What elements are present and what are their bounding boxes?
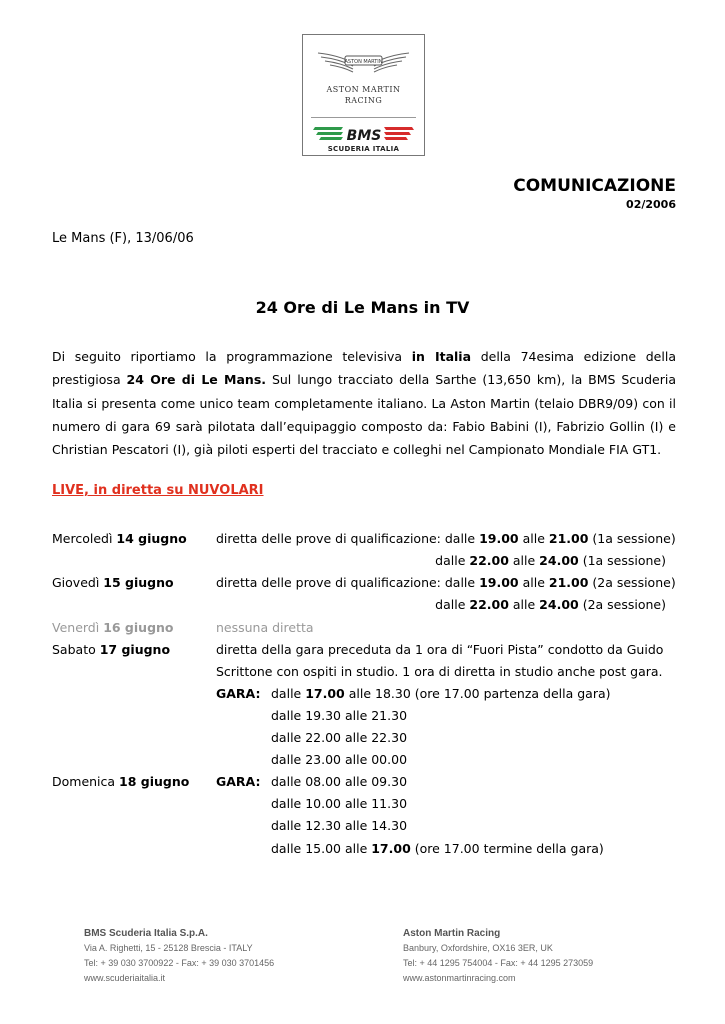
schedule-sun-gara-1: dalle 08.00 alle 09.30 [271,774,408,789]
text: (ore 17.00 termine della gara) [410,841,604,856]
day-date: 16 giugno [103,620,174,635]
footer-left-address: Via A. Righetti, 15 - 25128 Brescia - ITALY [84,943,253,953]
day-date: 17 giugno [99,642,171,657]
schedule-day-saturday [52,639,170,661]
day-name: Mercoledì [52,531,117,546]
schedule-day-sunday [52,771,189,793]
text: dalle [435,553,470,568]
aston-martin-wings-icon [303,43,424,88]
schedule-sat-line1: diretta della gara preceduta da 1 ora di “Fuori Pista” condotto da Guido [216,642,664,657]
scuderia-italia-text: SCUDERIA ITALIA [327,145,400,153]
text: (2a sessione) [588,575,676,590]
schedule-sat-gara-label [216,683,260,705]
text: dalle 15.00 alle [271,841,372,856]
time: 21.00 [548,575,589,590]
time: 24.00 [539,597,579,612]
text: alle [508,553,540,568]
bms-mark: BMS [346,128,382,144]
racing-text: RACING [344,96,383,105]
gara-label: GARA: [216,686,261,701]
text: (1a sessione) [578,553,666,568]
text: alle [508,597,540,612]
footer-right-company: Aston Martin Racing [403,928,501,939]
schedule-thu-line1 [216,572,676,594]
time: 17.00 [371,841,411,856]
live-heading: LIVE, in diretta su NUVOLARI [52,483,264,498]
schedule-wed-line1 [216,528,676,550]
text: dalle [271,686,306,701]
footer-right-address: Banbury, Oxfordshire, OX16 3ER, UK [403,943,553,953]
footer-left-phone: Tel: + 39 030 3700922 - Fax: + 39 030 3701456 [84,958,275,968]
footer-left [84,926,274,986]
schedule-thu-line2 [435,594,666,616]
schedule-sat-gara-1 [271,683,611,705]
schedule-sat-gara-4: dalle 23.00 alle 00.00 [271,752,408,767]
footer-right-phone: Tel: + 44 1295 754004 - Fax: + 44 1295 273059 [403,958,594,968]
time: 19.00 [479,531,519,546]
day-name: Domenica [52,774,120,789]
document-number: 02/2006 [626,198,676,211]
gara-label: GARA: [216,774,261,789]
schedule-fri-desc: nessuna diretta [216,620,314,635]
day-name: Sabato [52,642,100,657]
bms-logo-icon [303,123,424,145]
time: 22.00 [469,597,509,612]
text: (2a sessione) [578,597,666,612]
schedule-sun-gara-3: dalle 12.30 alle 14.30 [271,818,408,833]
schedule-day-friday [52,617,174,639]
schedule-sat-gara-2: dalle 19.30 alle 21.30 [271,708,408,723]
schedule-day-thursday [52,572,174,594]
document-type-title: COMUNICAZIONE [513,176,676,196]
intro-paragraph [52,345,676,461]
time: 21.00 [548,531,589,546]
day-date: 18 giugno [119,774,190,789]
day-name: Venerdì [52,620,104,635]
schedule-day-wednesday [52,528,187,550]
schedule-sun-gara-label [216,771,260,793]
wings-badge-text: ASTON MARTIN [344,59,383,65]
day-name: Giovedì [52,575,104,590]
text: alle [518,575,549,590]
intro-bold-italia: in Italia [411,349,472,364]
day-date: 15 giugno [103,575,174,590]
schedule-sun-gara-2: dalle 10.00 alle 11.30 [271,796,408,811]
time: 22.00 [469,553,509,568]
time: 19.00 [479,575,519,590]
aston-martin-text: ASTON MARTIN [326,85,401,94]
intro-text-3: Sul lungo tracciato della Sarthe (13,650 km), la BMS Scuderia Italia si presenta come unico team completamente italiano. La Aston Martin (telaio DBR9/09) con il numero di gara 69 sarà pilotata dall’equipaggio composto da: Fabio Babini (I), Fabrizio Gollin (I) e Christian Pescatori (I), già piloti esperti del tracciato e colleghi nel Campionato Mondiale FIA GT1. [52,372,676,458]
footer-left-website: www.scuderiaitalia.it [84,973,166,983]
team-logo [302,34,425,156]
text: alle [518,531,549,546]
text: diretta delle prove di qualificazione: dalle [216,575,480,590]
schedule-sat-line2: Scrittone con ospiti in studio. 1 ora di diretta in studio anche post gara. [216,664,663,679]
text: dalle [435,597,470,612]
place-date: Le Mans (F), 13/06/06 [52,231,194,246]
intro-text-1: Di seguito riportiamo la programmazione televisiva [52,349,412,364]
page-title: 24 Ore di Le Mans in TV [255,298,470,317]
footer-right-website: www.astonmartinracing.com [403,973,516,983]
schedule-wed-line2 [435,550,666,572]
text: (1a sessione) [588,531,676,546]
intro-text-2: della 74esima edizione della prestigiosa [52,349,676,388]
text: alle 18.30 (ore 17.00 partenza della gara) [344,686,611,701]
text: diretta delle prove di qualificazione: dalle [216,531,480,546]
time: 24.00 [539,553,579,568]
intro-bold-lemans: 24 Ore di Le Mans. [126,372,267,388]
time: 17.00 [305,686,345,701]
logo-divider [311,117,416,118]
footer-right [403,926,593,986]
footer-left-company: BMS Scuderia Italia S.p.A. [84,928,208,939]
day-date: 14 giugno [116,531,187,546]
schedule-sun-gara-4 [271,838,604,860]
schedule-sat-gara-3: dalle 22.00 alle 22.30 [271,730,408,745]
